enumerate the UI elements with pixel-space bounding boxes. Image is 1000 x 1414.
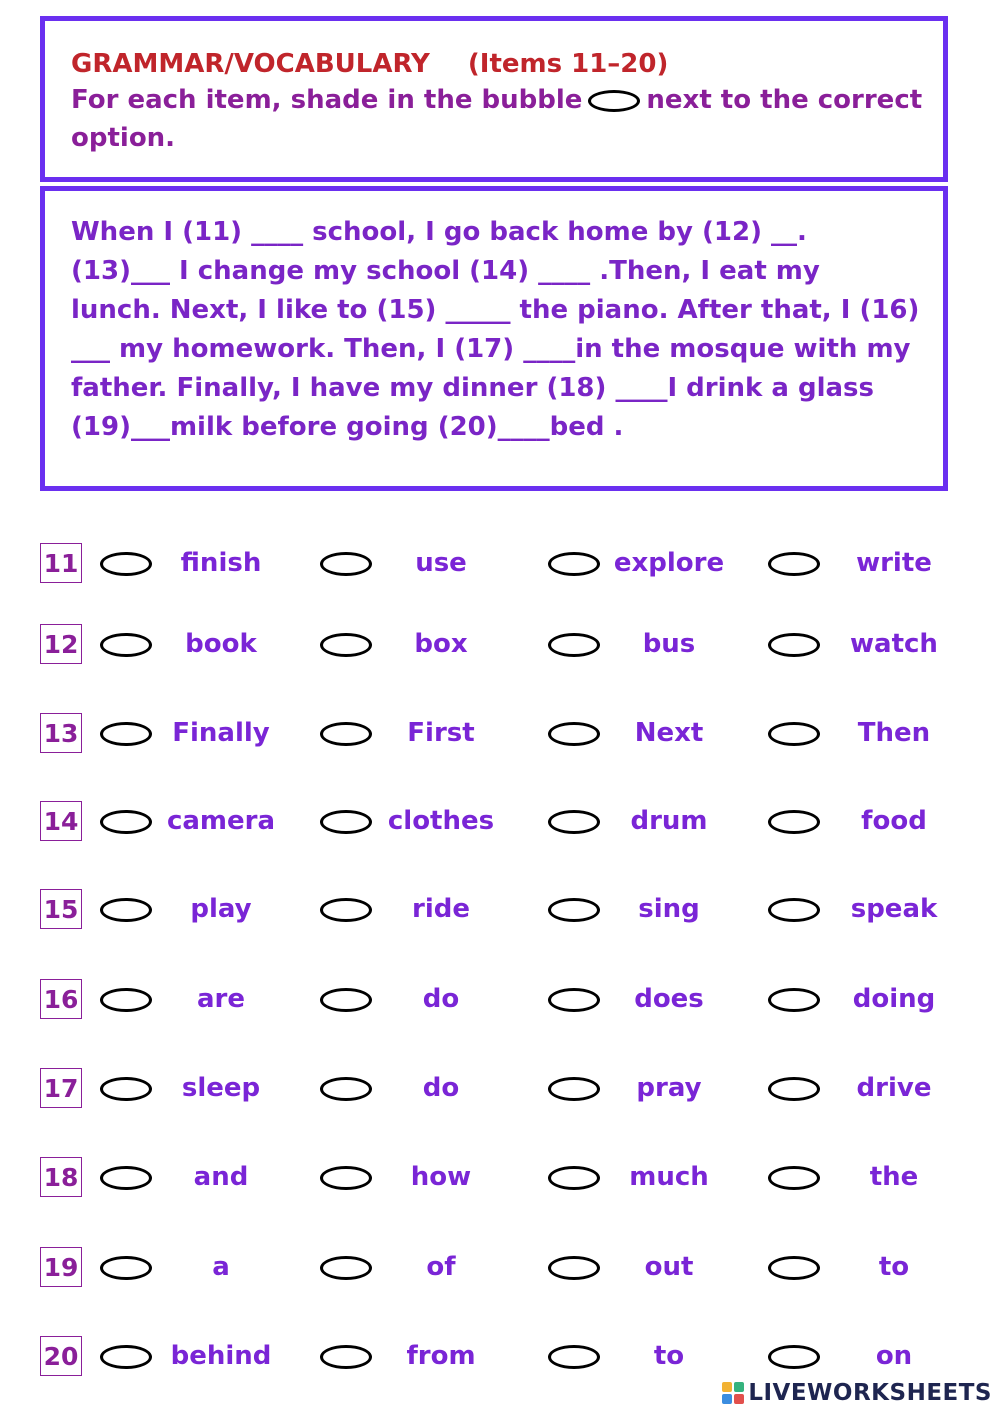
answer-option[interactable] <box>320 539 540 589</box>
answer-option-label: Then <box>857 718 931 748</box>
answer-bubble[interactable] <box>768 810 820 834</box>
question-number: 11 <box>40 543 82 583</box>
answer-option-label: and <box>193 1162 249 1192</box>
answer-bubble[interactable] <box>100 552 152 576</box>
answer-option-label: do <box>422 984 460 1014</box>
question-number: 18 <box>40 1157 82 1197</box>
answer-bubble[interactable] <box>768 722 820 746</box>
answer-bubble[interactable] <box>768 1345 820 1369</box>
answer-option-label: drum <box>630 806 708 836</box>
instruction-text <box>71 81 941 157</box>
question-row <box>0 975 1000 1025</box>
answer-option-label: box <box>414 629 468 659</box>
answer-bubble[interactable] <box>768 633 820 657</box>
answer-option[interactable] <box>548 709 768 759</box>
answer-option-label: out <box>644 1252 694 1282</box>
question-number: 13 <box>40 713 82 753</box>
answer-bubble[interactable] <box>768 1166 820 1190</box>
answer-option[interactable] <box>768 975 988 1025</box>
answer-bubble[interactable] <box>320 1166 372 1190</box>
answer-bubble[interactable] <box>768 988 820 1012</box>
answer-option-label: how <box>410 1162 472 1192</box>
answer-option-label: camera <box>166 806 276 836</box>
instruction-after: next to the correct option. <box>71 85 923 153</box>
question-row <box>0 797 1000 847</box>
answer-option-label: are <box>196 984 245 1014</box>
answer-bubble[interactable] <box>548 810 600 834</box>
answer-option-label: explore <box>613 548 725 578</box>
question-row <box>0 1332 1000 1382</box>
answer-option[interactable] <box>100 1332 320 1382</box>
passage-line: lunch. Next, I like to (15) _____ the piano. After that, I (16) <box>71 295 920 325</box>
answer-option[interactable] <box>548 1064 768 1114</box>
answer-bubble[interactable] <box>548 1077 600 1101</box>
answer-bubble[interactable] <box>768 552 820 576</box>
answer-option-label: sleep <box>181 1073 261 1103</box>
answer-option[interactable] <box>768 885 988 935</box>
question-number: 19 <box>40 1247 82 1287</box>
answer-bubble[interactable] <box>100 1077 152 1101</box>
answer-bubble[interactable] <box>548 1256 600 1280</box>
question-row <box>0 1153 1000 1203</box>
answer-option[interactable] <box>320 885 540 935</box>
answer-bubble[interactable] <box>548 1345 600 1369</box>
answer-option[interactable] <box>100 1243 320 1293</box>
answer-bubble[interactable] <box>320 633 372 657</box>
answer-option-label: speak <box>850 894 938 924</box>
answer-bubble[interactable] <box>768 1256 820 1280</box>
answer-option-label: pray <box>636 1073 702 1103</box>
question-number: 17 <box>40 1068 82 1108</box>
answer-option-label: use <box>415 548 467 578</box>
items-range: (Items 11–20) <box>467 49 669 79</box>
answer-option-label: write <box>856 548 932 578</box>
answer-bubble[interactable] <box>100 722 152 746</box>
answer-option[interactable] <box>320 1153 540 1203</box>
answer-option[interactable] <box>768 1153 988 1203</box>
answer-option[interactable] <box>768 709 988 759</box>
answer-option-label: doing <box>852 984 936 1014</box>
answer-option-label: Finally <box>172 718 270 748</box>
answer-option[interactable] <box>100 620 320 670</box>
answer-bubble[interactable] <box>548 1166 600 1190</box>
question-row <box>0 1243 1000 1293</box>
passage-box <box>40 186 948 491</box>
answer-option-label: of <box>426 1252 456 1282</box>
answer-option-label: book <box>185 629 257 659</box>
answer-bubble[interactable] <box>320 810 372 834</box>
passage-line: (13)___ I change my school (14) ____ .Then, I eat my <box>71 256 820 286</box>
answer-option[interactable] <box>548 1243 768 1293</box>
answer-option-label: a <box>212 1252 230 1282</box>
answer-option-label: food <box>861 806 927 836</box>
answer-bubble[interactable] <box>320 898 372 922</box>
answer-bubble[interactable] <box>548 988 600 1012</box>
answer-option[interactable] <box>320 1064 540 1114</box>
answer-option-label: play <box>190 894 252 924</box>
passage-line: (19)___milk before going (20)____bed . <box>71 412 624 442</box>
answer-option[interactable] <box>548 1332 768 1382</box>
answer-option-label: from <box>406 1341 476 1371</box>
answer-option[interactable] <box>320 709 540 759</box>
answer-bubble[interactable] <box>100 1345 152 1369</box>
logo-mark-icon <box>722 1382 744 1404</box>
answer-option-label: the <box>869 1162 919 1192</box>
question-row <box>0 709 1000 759</box>
answer-option[interactable] <box>100 1064 320 1114</box>
answer-option-label: watch <box>850 629 938 659</box>
answer-bubble[interactable] <box>100 1166 152 1190</box>
answer-bubble[interactable] <box>100 898 152 922</box>
question-number: 12 <box>40 624 82 664</box>
question-row <box>0 620 1000 670</box>
answer-option-label: ride <box>412 894 470 924</box>
answer-option[interactable] <box>768 797 988 847</box>
section-title-text: GRAMMAR/VOCABULARY <box>71 49 430 79</box>
answer-option-label: drive <box>856 1073 932 1103</box>
passage-line: ___ my homework. Then, I (17) ____in the mosque with my <box>71 334 911 364</box>
answer-option[interactable] <box>768 620 988 670</box>
answer-bubble[interactable] <box>100 633 152 657</box>
answer-option[interactable] <box>100 885 320 935</box>
answer-option[interactable] <box>100 539 320 589</box>
answer-bubble[interactable] <box>548 633 600 657</box>
answer-option-label: do <box>422 1073 460 1103</box>
answer-bubble[interactable] <box>320 722 372 746</box>
answer-bubble[interactable] <box>768 1077 820 1101</box>
answer-option[interactable] <box>100 709 320 759</box>
answer-option-label: behind <box>170 1341 272 1371</box>
answer-option[interactable] <box>100 975 320 1025</box>
passage-line: When I (11) ____ school, I go back home by (12) __. <box>71 217 807 247</box>
instruction-before: For each item, shade in the bubble <box>71 85 583 115</box>
answer-bubble[interactable] <box>320 552 372 576</box>
answer-option-label: finish <box>180 548 262 578</box>
answer-option-label: to <box>653 1341 685 1371</box>
question-number: 14 <box>40 801 82 841</box>
answer-option[interactable] <box>100 797 320 847</box>
instructions-box <box>40 16 948 182</box>
answer-option[interactable] <box>548 797 768 847</box>
answer-option[interactable] <box>320 1243 540 1293</box>
answer-option-label: clothes <box>387 806 495 836</box>
answer-option-label: does <box>634 984 704 1014</box>
question-row <box>0 1064 1000 1114</box>
answer-bubble[interactable] <box>100 988 152 1012</box>
liveworksheets-logo <box>722 1378 992 1408</box>
question-number: 16 <box>40 979 82 1019</box>
answer-option[interactable] <box>548 1153 768 1203</box>
answer-option-label: First <box>407 718 475 748</box>
question-row <box>0 885 1000 935</box>
answer-option[interactable] <box>320 1332 540 1382</box>
answer-option[interactable] <box>320 620 540 670</box>
answer-option[interactable] <box>320 975 540 1025</box>
answer-option-label: sing <box>638 894 700 924</box>
answer-option-label: much <box>629 1162 709 1192</box>
answer-option-label: on <box>875 1341 913 1371</box>
answer-bubble[interactable] <box>548 722 600 746</box>
passage-line: father. Finally, I have my dinner (18) ____I drink a glass <box>71 373 874 403</box>
answer-option[interactable] <box>768 1332 988 1382</box>
answer-bubble[interactable] <box>100 1256 152 1280</box>
answer-option[interactable] <box>768 539 988 589</box>
answer-option[interactable] <box>768 1064 988 1114</box>
answer-bubble[interactable] <box>320 1077 372 1101</box>
answer-option[interactable] <box>100 1153 320 1203</box>
answer-option[interactable] <box>768 1243 988 1293</box>
answer-option-label: Next <box>634 718 704 748</box>
answer-option[interactable] <box>320 797 540 847</box>
answer-bubble[interactable] <box>100 810 152 834</box>
question-number: 20 <box>40 1336 82 1376</box>
answer-option-label: to <box>878 1252 910 1282</box>
answer-option[interactable] <box>548 885 768 935</box>
question-row <box>0 539 1000 589</box>
logo-text: LIVEWORKSHEETS <box>748 1380 992 1406</box>
answer-bubble[interactable] <box>320 988 372 1012</box>
answer-bubble[interactable] <box>320 1256 372 1280</box>
answer-option[interactable] <box>548 539 768 589</box>
bubble-example-icon <box>588 90 640 112</box>
question-number: 15 <box>40 889 82 929</box>
answer-bubble[interactable] <box>548 898 600 922</box>
section-title <box>71 47 943 81</box>
answer-option[interactable] <box>548 975 768 1025</box>
answer-bubble[interactable] <box>768 898 820 922</box>
answer-bubble[interactable] <box>320 1345 372 1369</box>
answer-option[interactable] <box>548 620 768 670</box>
answer-option-label: bus <box>642 629 696 659</box>
answer-bubble[interactable] <box>548 552 600 576</box>
